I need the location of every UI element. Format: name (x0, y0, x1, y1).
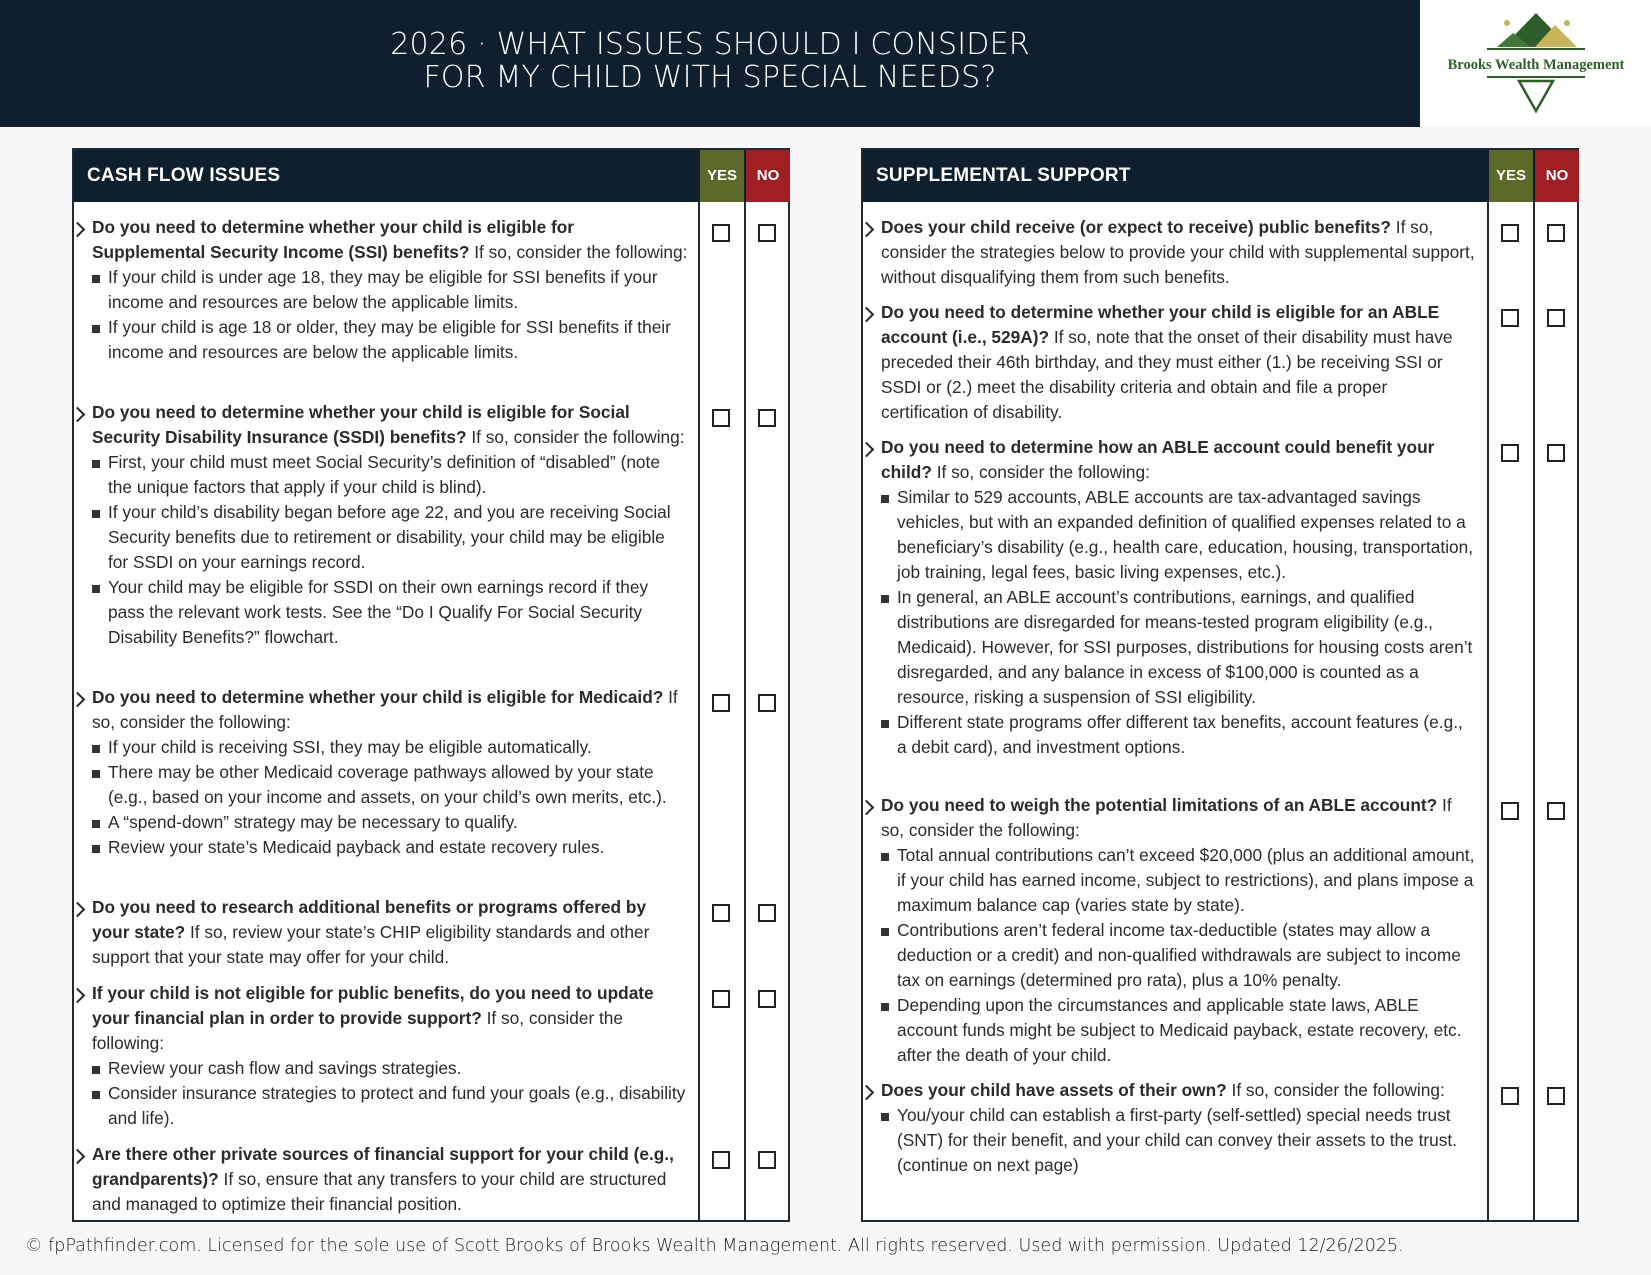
question-child-assets (881, 1078, 1477, 1178)
chevron-right-icon (859, 800, 875, 816)
mountain-logo-icon (1427, 11, 1645, 117)
list-item: Total annual contributions can’t exceed $20,000 (plus an additional amount, if your child has earned income, subject to restrictions), and plans impose a maximum balance cap (varies state by state). (881, 843, 1477, 918)
question-detail: If so, consider the following: (469, 242, 688, 262)
question-detail: If so, note that the onset of their disability must have preceded their 46th birthday, and they must either (1.) be receiving SSI or SSDI or (2.) meet the disability criteria and obtain and file a proper certification of disability. (881, 327, 1453, 422)
question-text: If your child is not eligible for public benefits, do you need to update your financial plan in order to provide support? (92, 983, 654, 1028)
chevron-right-icon (70, 407, 86, 423)
page-title-line-2: FOR MY CHILD WITH SPECIAL NEEDS? (423, 60, 997, 95)
question-text: Does your child have assets of their own? (881, 1080, 1227, 1100)
yes-checkbox-able-eligibility[interactable] (1501, 309, 1519, 327)
list-item: In general, an ABLE account’s contributions, earnings, and qualified distributions are disregarded for means-tested program eligibility (e.g., Medicaid). However, for SSI purposes, distributions for housing costs aren’t disregarded, and any balance in excess of $100,000 is counted as a resource, risking a suspension of SSI eligibility. (881, 585, 1477, 710)
question-text: Does your child receive (or expect to receive) public benefits? (881, 217, 1391, 237)
question-detail: If so, ensure that any transfers to your child are structured and managed to optimize their financial position. (92, 1169, 667, 1214)
question-state-programs (92, 895, 688, 970)
question-ssi (92, 215, 688, 365)
yes-checkbox-medicaid[interactable] (712, 694, 730, 712)
no-column-header: NO (1535, 150, 1579, 202)
no-checkbox-medicaid[interactable] (758, 694, 776, 712)
question-text: Do you need to determine whether your child is eligible for Medicaid? (92, 687, 664, 707)
chevron-right-icon (859, 222, 875, 238)
no-checkbox-ssi[interactable] (758, 224, 776, 242)
no-checkbox-child-assets[interactable] (1547, 1087, 1565, 1105)
list-item: Depending upon the circumstances and applicable state laws, ABLE account funds might be subject to Medicaid payback, estate recovery, etc. after the death of your child. (881, 993, 1477, 1068)
no-column-header: NO (746, 150, 790, 202)
chevron-right-icon (70, 692, 86, 708)
yes-checkbox-child-assets[interactable] (1501, 1087, 1519, 1105)
chevron-right-icon (70, 988, 86, 1004)
question-detail: If so, consider the following: (931, 462, 1150, 482)
supplemental-support-panel (861, 148, 1579, 1222)
supplemental-support-title: SUPPLEMENTAL SUPPORT (876, 165, 1131, 186)
question-text: Do you need to determine whether your child is eligible for Social Security Disability Insurance (SSDI) benefits? (92, 402, 630, 447)
no-checkbox-public-benefits[interactable] (1547, 224, 1565, 242)
cash-flow-panel (72, 148, 790, 1222)
chevron-right-icon (70, 1149, 86, 1165)
list-item: Consider insurance strategies to protect and fund your goals (e.g., disability and life). (92, 1081, 688, 1131)
list-item: You/your child can establish a first-party (self-settled) special needs trust (SNT) for their benefit, and your child can convey their assets to the trust. (continue on next page) (881, 1103, 1477, 1178)
no-checkbox-able-limitations[interactable] (1547, 802, 1565, 820)
yes-checkbox-ssi[interactable] (712, 224, 730, 242)
question-detail: If so, review your state’s CHIP eligibility standards and other support that your state may offer for your child. (92, 922, 650, 967)
question-detail: If so, consider the following: (881, 795, 1452, 840)
no-checkbox-ssdi[interactable] (758, 409, 776, 427)
list-item: First, your child must meet Social Security’s definition of “disabled” (note the unique factors that apply if your child is blind). (92, 450, 688, 500)
question-detail: If so, consider the following: (466, 427, 685, 447)
question-detail: If so, consider the following: (1226, 1080, 1445, 1100)
yes-checkbox-able-benefit[interactable] (1501, 444, 1519, 462)
question-detail: If so, consider the strategies below to provide your child with supplemental support, without disqualifying them from such benefits. (881, 217, 1475, 287)
chevron-right-icon (859, 442, 875, 458)
yes-column-header: YES (1489, 150, 1533, 202)
question-text: Do you need to determine whether your child is eligible for an ABLE account (i.e., 529A)? (881, 302, 1440, 347)
list-item: If your child is age 18 or older, they may be eligible for SSI benefits if their income and resources are below the applicable limits. (92, 315, 688, 365)
no-checkbox-private-support[interactable] (758, 1151, 776, 1169)
no-checkbox-able-benefit[interactable] (1547, 444, 1565, 462)
question-able-eligibility (881, 300, 1477, 425)
yes-checkbox-private-support[interactable] (712, 1151, 730, 1169)
page-title (0, 28, 1420, 94)
question-public-benefits (881, 215, 1477, 290)
column-divider (1533, 202, 1535, 1220)
cash-flow-title: CASH FLOW ISSUES (87, 165, 281, 186)
no-checkbox-financial-plan[interactable] (758, 990, 776, 1008)
list-item: If your child is receiving SSI, they may be eligible automatically. (92, 735, 688, 760)
question-text: Do you need to weigh the potential limitations of an ABLE account? (881, 795, 1438, 815)
question-able-benefit (881, 435, 1477, 760)
question-text: Are there other private sources of financial support for your child (e.g., grandparents)? (92, 1144, 674, 1189)
list-item: Review your state’s Medicaid payback and estate recovery rules. (92, 835, 688, 860)
no-checkbox-state-programs[interactable] (758, 904, 776, 922)
chevron-right-icon (859, 307, 875, 323)
chevron-right-icon (859, 1085, 875, 1101)
question-medicaid (92, 685, 688, 860)
brand-logo (1420, 0, 1651, 127)
chevron-right-icon (70, 222, 86, 238)
page-title-line-1: 2026 · WHAT ISSUES SHOULD I CONSIDER (390, 27, 1030, 62)
column-divider (744, 202, 746, 1220)
chevron-right-icon (70, 902, 86, 918)
list-item: Your child may be eligible for SSDI on their own earnings record if they pass the relevant work tests. See the “Do I Qualify For Social Security Disability Benefits?” flowchart. (92, 575, 688, 650)
list-item: Review your cash flow and savings strategies. (92, 1056, 688, 1081)
page-header (0, 0, 1420, 127)
yes-checkbox-ssdi[interactable] (712, 409, 730, 427)
question-text: Do you need to research additional benefits or programs offered by your state? (92, 897, 647, 942)
question-private-support (92, 1142, 688, 1217)
yes-checkbox-able-limitations[interactable] (1501, 802, 1519, 820)
list-item: If your child is under age 18, they may be eligible for SSI benefits if your income and resources are below the applicable limits. (92, 265, 688, 315)
list-item: A “spend-down” strategy may be necessary to qualify. (92, 810, 688, 835)
column-divider (698, 202, 700, 1220)
list-item: There may be other Medicaid coverage pathways allowed by your state (e.g., based on your income and assets, on your child’s own merits, etc.). (92, 760, 688, 810)
question-detail: If so, consider the following: (92, 1008, 624, 1053)
question-detail: If so, consider the following: (92, 687, 678, 732)
question-able-limitations (881, 793, 1477, 1068)
question-financial-plan (92, 981, 688, 1131)
yes-checkbox-state-programs[interactable] (712, 904, 730, 922)
logo-text: Brooks Wealth Management (1447, 56, 1624, 73)
list-item: If your child’s disability began before age 22, and you are receiving Social Security benefits due to retirement or disability, your child may be eligible for SSDI on your earnings record. (92, 500, 688, 575)
question-text: Do you need to determine whether your child is eligible for Supplemental Security Income (SSI) benefits? (92, 217, 575, 262)
yes-checkbox-financial-plan[interactable] (712, 990, 730, 1008)
column-divider (1487, 202, 1489, 1220)
copyright-footer: © fpPathfinder.com. Licensed for the sole use of Scott Brooks of Brooks Wealth Management. All rights reserved. Used with permission. Updated 12/26/2025. (25, 1236, 1404, 1256)
cash-flow-header (74, 150, 788, 202)
yes-column-header: YES (700, 150, 744, 202)
list-item: Contributions aren’t federal income tax-deductible (states may allow a deduction or a credit) and non-qualified withdrawals are subject to income tax on earnings (determined pro rata), plus a 10% penalty. (881, 918, 1477, 993)
supplemental-support-header (863, 150, 1577, 202)
list-item: Different state programs offer different tax benefits, account features (e.g., a debit card), and investment options. (881, 710, 1477, 760)
no-checkbox-able-eligibility[interactable] (1547, 309, 1565, 327)
yes-checkbox-public-benefits[interactable] (1501, 224, 1519, 242)
question-text: Do you need to determine how an ABLE account could benefit your child? (881, 437, 1435, 482)
question-ssdi (92, 400, 688, 650)
list-item: Similar to 529 accounts, ABLE accounts are tax-advantaged savings vehicles, but with an expanded definition of qualified expenses related to a beneficiary’s disability (e.g., health care, education, housing, transportation, job training, legal fees, basic living expenses, etc.). (881, 485, 1477, 585)
